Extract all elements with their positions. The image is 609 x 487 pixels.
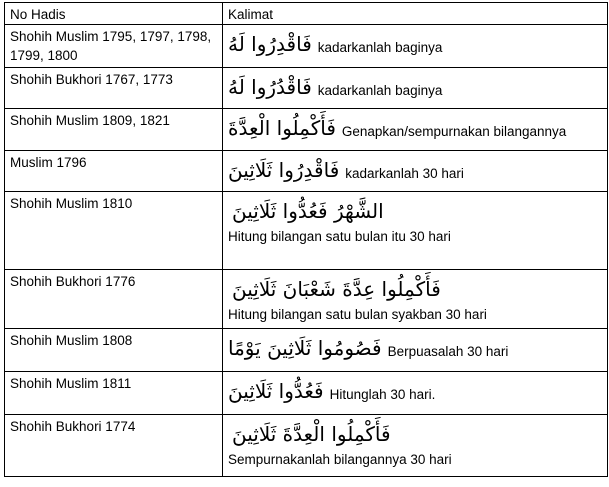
hadis-number: Muslim 1796 bbox=[5, 151, 223, 192]
table-header-row bbox=[5, 3, 608, 25]
table-row bbox=[5, 192, 608, 270]
table-row bbox=[5, 329, 608, 372]
arabic-phrase: فَأَكْمِلُوا الْعِدَّةَ bbox=[228, 116, 336, 140]
translation-text: kadarkanlah 30 hari bbox=[345, 166, 464, 181]
kalimat-cell bbox=[223, 192, 608, 270]
table-row bbox=[5, 270, 608, 329]
hadis-number: Shohih Muslim 1809, 1821 bbox=[5, 109, 223, 151]
translation-text: Hitung bilangan satu bulan itu 30 hari bbox=[228, 229, 451, 244]
kalimat-cell bbox=[223, 329, 608, 372]
table-row bbox=[5, 68, 608, 109]
arabic-phrase: فَأَكْمِلُوا الْعِدَّةَ ثَلَاثِينَ bbox=[232, 422, 391, 446]
arabic-phrase: الشَّهْرُ فَعُدُّوا ثَلَاثِينَ bbox=[232, 199, 384, 223]
arabic-phrase: فَصُومُوا ثَلَاثِينَ يَوْمًا bbox=[228, 336, 382, 360]
kalimat-cell bbox=[223, 415, 608, 477]
arabic-phrase: فَعُدُّوا ثَلَاثِينَ bbox=[228, 379, 324, 403]
hadis-number: Shohih Muslim 1810 bbox=[5, 192, 223, 270]
hadis-number: Shohih Bukhori 1776 bbox=[5, 270, 223, 329]
kalimat-cell bbox=[223, 68, 608, 109]
translation-text: kadarkanlah baginya bbox=[317, 40, 443, 55]
table-row bbox=[5, 415, 608, 477]
kalimat-cell bbox=[223, 151, 608, 192]
table-row bbox=[5, 372, 608, 415]
hadis-number: Shohih Muslim 1808 bbox=[5, 329, 223, 372]
table-row bbox=[5, 151, 608, 192]
arabic-phrase: فَأَكْمِلُوا عِدَّةَ شَعْبَانَ ثَلَاثِينَ bbox=[232, 277, 441, 301]
hadis-number: Shohih Muslim 1811 bbox=[5, 372, 223, 415]
hadis-number: Shohih Bukhori 1767, 1773 bbox=[5, 68, 223, 109]
translation-text: kadarkanlah baginya bbox=[317, 83, 443, 98]
hadis-number: Shohih Muslim 1795, 1797, 1798, 1799, 1800 bbox=[5, 25, 223, 68]
kalimat-cell bbox=[223, 109, 608, 151]
kalimat-cell bbox=[223, 270, 608, 329]
kalimat-cell bbox=[223, 372, 608, 415]
translation-text: Hitung bilangan satu bulan syakban 30 hari bbox=[228, 307, 487, 322]
translation-text: Hitunglah 30 hari. bbox=[329, 387, 436, 402]
arabic-phrase: فَاقْدِرُوا لَهُ bbox=[228, 32, 312, 56]
translation-text: Genapkan/sempurnakan bilangannya bbox=[341, 124, 567, 139]
translation-text: Berpuasalah 30 hari bbox=[387, 344, 509, 359]
table-row bbox=[5, 25, 608, 68]
arabic-phrase: فَاقْدُرُوا لَهُ bbox=[228, 75, 312, 99]
header-kalimat: Kalimat bbox=[223, 3, 608, 25]
arabic-phrase: فَاقْدِرُوا ثَلَاثِينَ bbox=[228, 158, 340, 182]
header-no-hadis: No Hadis bbox=[5, 3, 223, 25]
kalimat-cell bbox=[223, 25, 608, 68]
table-row bbox=[5, 109, 608, 151]
translation-text: Sempurnakanlah bilangannya 30 hari bbox=[228, 452, 452, 467]
hadis-table bbox=[4, 2, 608, 477]
hadis-number: Shohih Bukhori 1774 bbox=[5, 415, 223, 477]
